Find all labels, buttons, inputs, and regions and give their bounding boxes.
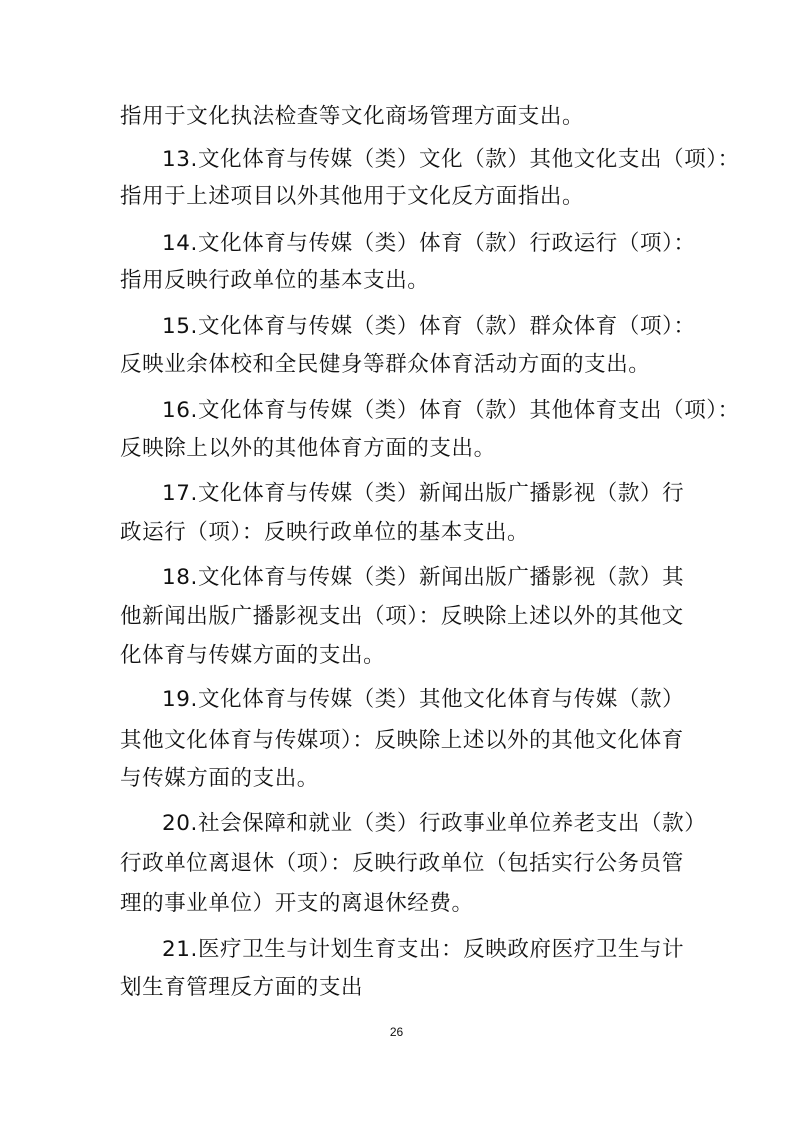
text-line: 反映除上以外的其他体育方面的支出。 <box>120 436 496 461</box>
item-13-heading: 13.文化体育与传媒（类）文化（款）其他文化支出（项）： <box>162 147 740 172</box>
page-number: 26 <box>389 1025 404 1039</box>
text-line: 理的事业单位）开支的离退休经费。 <box>120 891 474 916</box>
text-line: 与传媒方面的支出。 <box>120 766 319 791</box>
item-21-heading: 21.医疗卫生与计划生育支出：反映政府医疗卫生与计 <box>162 937 685 962</box>
text-line: 指用于上述项目以外其他用于文化反方面指出。 <box>120 184 585 209</box>
item-17-heading: 17.文化体育与传媒（类）新闻出版广播影视（款）行 <box>162 481 685 506</box>
text-line: 政运行（项）：反映行政单位的基本支出。 <box>120 520 530 545</box>
text-line: 化体育与传媒方面的支出。 <box>120 643 386 668</box>
text-line: 其他文化体育与传媒项）：反映除上述以外的其他文化体育 <box>120 728 684 753</box>
item-20-heading: 20.社会保障和就业（类）行政事业单位养老支出（款） <box>162 811 707 836</box>
text-line: 他新闻出版广播影视支出（项）：反映除上述以外的其他文 <box>120 604 684 629</box>
text-line: 指用于文化执法检查等文化商场管理方面支出。 <box>120 104 585 129</box>
item-18-heading: 18.文化体育与传媒（类）新闻出版广播影视（款）其 <box>162 565 685 590</box>
text-line: 划生育管理反方面的支出 <box>120 975 364 1000</box>
text-line: 指用反映行政单位的基本支出。 <box>120 268 430 293</box>
item-19-heading: 19.文化体育与传媒（类）其他文化体育与传媒（款） <box>162 687 685 712</box>
item-16-heading: 16.文化体育与传媒（类）体育（款）其他体育支出（项）： <box>162 398 740 423</box>
item-15-heading: 15.文化体育与传媒（类）体育（款）群众体育（项）： <box>162 314 696 339</box>
text-line: 行政单位离退休（项）：反映行政单位（包括实行公务员管 <box>120 851 684 876</box>
text-line: 反映业余体校和全民健身等群众体育活动方面的支出。 <box>120 352 651 377</box>
item-14-heading: 14.文化体育与传媒（类）体育（款）行政运行（项）： <box>162 231 696 256</box>
